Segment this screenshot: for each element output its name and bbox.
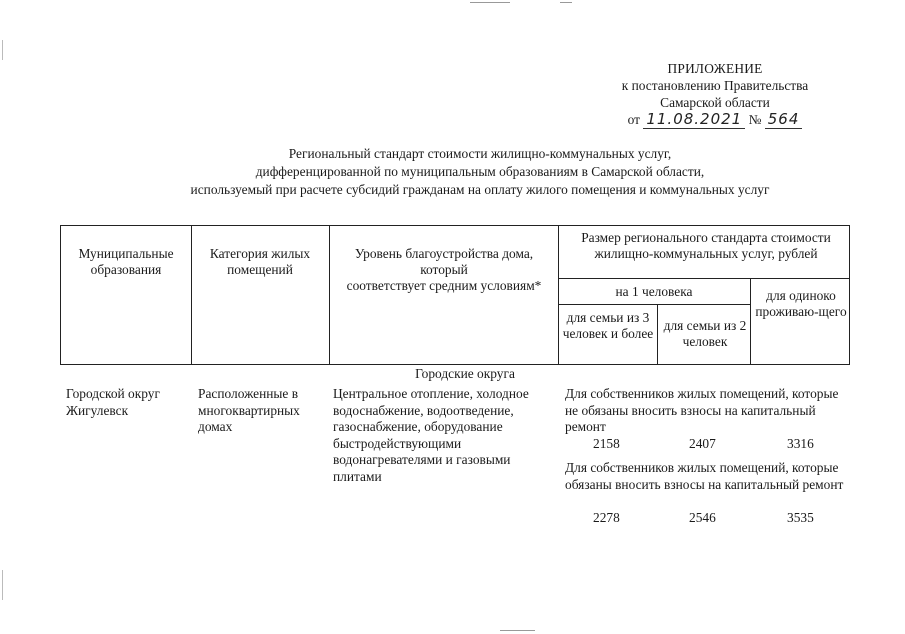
appendix-title: ПРИЛОЖЕНИЕ: [667, 61, 763, 76]
row-municipal: Городской округ Жигулевск: [66, 386, 160, 418]
appendix-line-1: к постановлению Правительства: [621, 78, 809, 93]
number-prefix: №: [748, 112, 762, 127]
document-title-line-1: Региональный стандарт стоимости жилищно-коммунальных услуг,: [288, 146, 672, 161]
document-title-line-3: используемый при расчете субсидий гражданам на оплату жилого помещения и коммунальных услуг: [190, 182, 770, 197]
header-municipal: Муниципальные образования: [78, 246, 174, 277]
scan-artifact: [2, 40, 3, 60]
section-label: Городские округа: [415, 366, 515, 381]
header-size-line-1: Размер регионального стандарта стоимости: [581, 230, 831, 245]
row-category: Расположенные в многоквартирных домах: [198, 386, 300, 434]
scan-artifact: [560, 2, 572, 3]
document-title: [70, 145, 890, 199]
row-divider: [558, 304, 750, 305]
header-level-line-2: соответствует средним условиям*: [346, 278, 542, 293]
group-1-single: 3316: [787, 436, 814, 451]
scan-artifact: [500, 630, 535, 631]
group-2-family-2: 2546: [689, 510, 716, 525]
group-1-family-3: 2158: [593, 436, 620, 451]
header-category: Категория жилых помещений: [209, 246, 311, 277]
header-single: для одиноко проживаю-щего: [755, 288, 847, 319]
handwritten-date: 11.08.2021: [643, 110, 745, 129]
header-level: [333, 246, 555, 294]
header-family-2: для семьи из 2 человек: [663, 318, 747, 349]
document-title-line-2: дифференцированной по муниципальным образованиям в Самарской области,: [255, 164, 705, 179]
header-level-line-1: Уровень благоустройства дома, который: [354, 246, 534, 277]
header-per-person: на 1 человека: [615, 284, 693, 299]
group-1-label: Для собственников жилых помещений, которые не обязаны вносить взносы на капитальный ремонт: [565, 386, 839, 434]
column-divider: [750, 278, 751, 365]
group-1-family-2: 2407: [689, 436, 716, 451]
header-size-line-2: жилищно-коммунальных услуг, рублей: [594, 246, 818, 261]
handwritten-number: 564: [765, 110, 803, 129]
group-2-single: 3535: [787, 510, 814, 525]
header-size: [561, 230, 851, 262]
group-2-label: Для собственников жилых помещений, которые обязаны вносить взносы на капитальный ремонт: [565, 460, 844, 492]
row-level: Центральное отопление, холодное водоснабжение, водоотведение, газоснабжение, оборудование быстродействующими водонагревателями и газовыми плитами: [333, 386, 529, 484]
column-divider: [657, 304, 658, 365]
column-divider: [191, 226, 192, 365]
group-2-family-3: 2278: [593, 510, 620, 525]
column-divider: [329, 226, 330, 365]
appendix-date-line: [560, 111, 870, 128]
date-prefix: от: [627, 112, 640, 127]
header-family-3: для семьи из 3 человек и более: [562, 310, 654, 341]
appendix-header: [560, 60, 870, 128]
scan-artifact: [470, 2, 510, 3]
appendix-line-2: Самарской области: [660, 95, 770, 110]
table-header-grid: [60, 225, 850, 365]
row-divider: [558, 278, 850, 279]
scan-artifact: [2, 570, 3, 600]
